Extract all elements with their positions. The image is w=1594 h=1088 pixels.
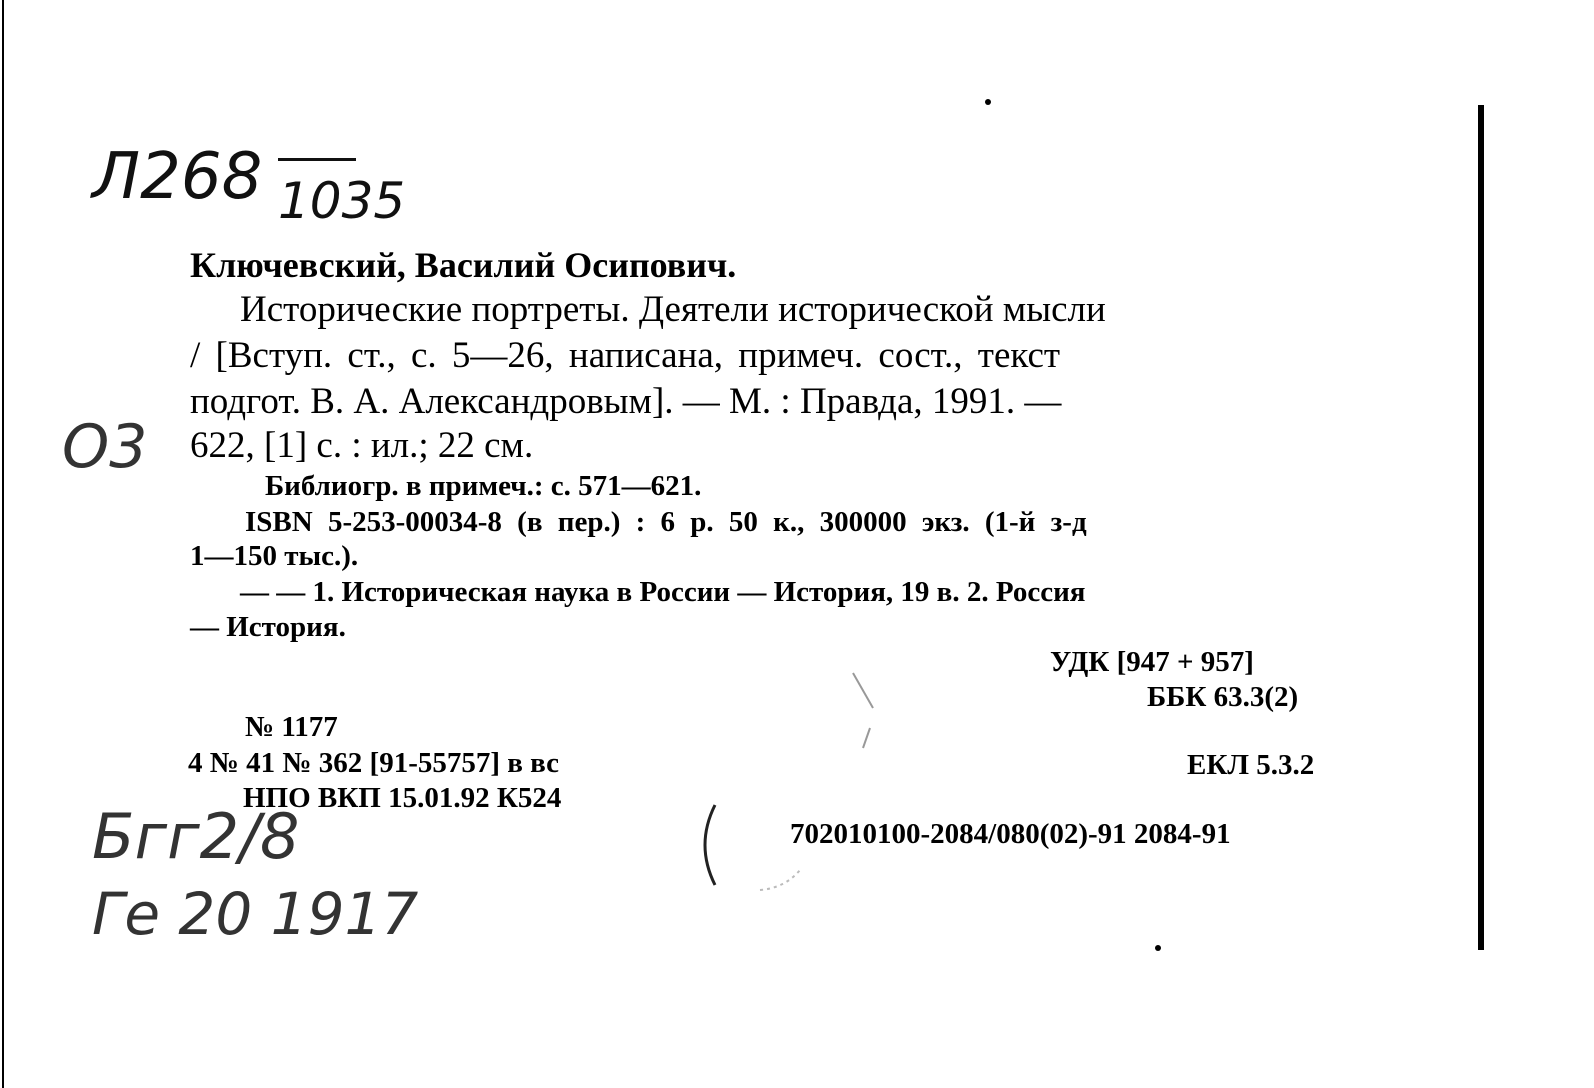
card-right-border xyxy=(1478,105,1484,950)
subjects-line: — — 1. Историческая наука в России — История, 19 в. 2. Россия xyxy=(240,576,1086,608)
author-heading: Ключевский, Василий Осипович. xyxy=(190,245,737,285)
card-left-edge xyxy=(2,0,4,1088)
handwritten-shelfmark-number: 1035 xyxy=(278,172,406,230)
bbk-code: ББК 63.3(2) xyxy=(1147,681,1299,713)
speck xyxy=(1155,945,1161,951)
speck xyxy=(985,99,991,105)
faint-stroke-mark xyxy=(848,668,878,758)
ekl-code: ЕКЛ 5.3.2 xyxy=(1187,749,1315,781)
isbn-line-cont: 1—150 тыс.). xyxy=(190,540,359,572)
handwritten-margin-note: О3 xyxy=(62,412,148,482)
npo-line: НПО ВКП 15.01.92 К524 xyxy=(243,782,562,814)
udk-code: УДК [947 + 957] xyxy=(1050,646,1254,678)
bibliography-note: Библиогр. в примеч.: с. 571—621. xyxy=(265,470,702,502)
record-number: № 1177 xyxy=(245,711,338,743)
title-line: Исторические портреты. Деятели исторической мысли xyxy=(240,289,1106,330)
registration-line: 4 № 41 № 362 [91-55757] в вс xyxy=(188,747,560,779)
title-line: 622, [1] с. : ил.; 22 см. xyxy=(190,425,534,466)
isbn-line: ISBN 5-253-00034-8 (в пер.) : 6 р. 50 к., 300000 экз. (1-й з-д xyxy=(245,506,1087,538)
publication-code: 702010100-2084/080(02)-91 2084-91 xyxy=(790,818,1231,850)
title-line: подгот. В. А. Александровым]. — М. : Правда, 1991. — xyxy=(190,381,1062,422)
handwritten-bottom-note: Ге 20 1917 xyxy=(92,880,419,948)
fraction-line xyxy=(278,158,356,161)
subjects-line-cont: — История. xyxy=(190,611,346,643)
handwritten-bottom-note: Бгг2/8 xyxy=(92,800,300,873)
handwritten-shelfmark: Л268 xyxy=(92,140,263,214)
faint-bracket-mark xyxy=(690,800,830,910)
title-line: / [Вступ. ст., с. 5—26, написана, примеч. сост., текст xyxy=(190,335,1061,376)
